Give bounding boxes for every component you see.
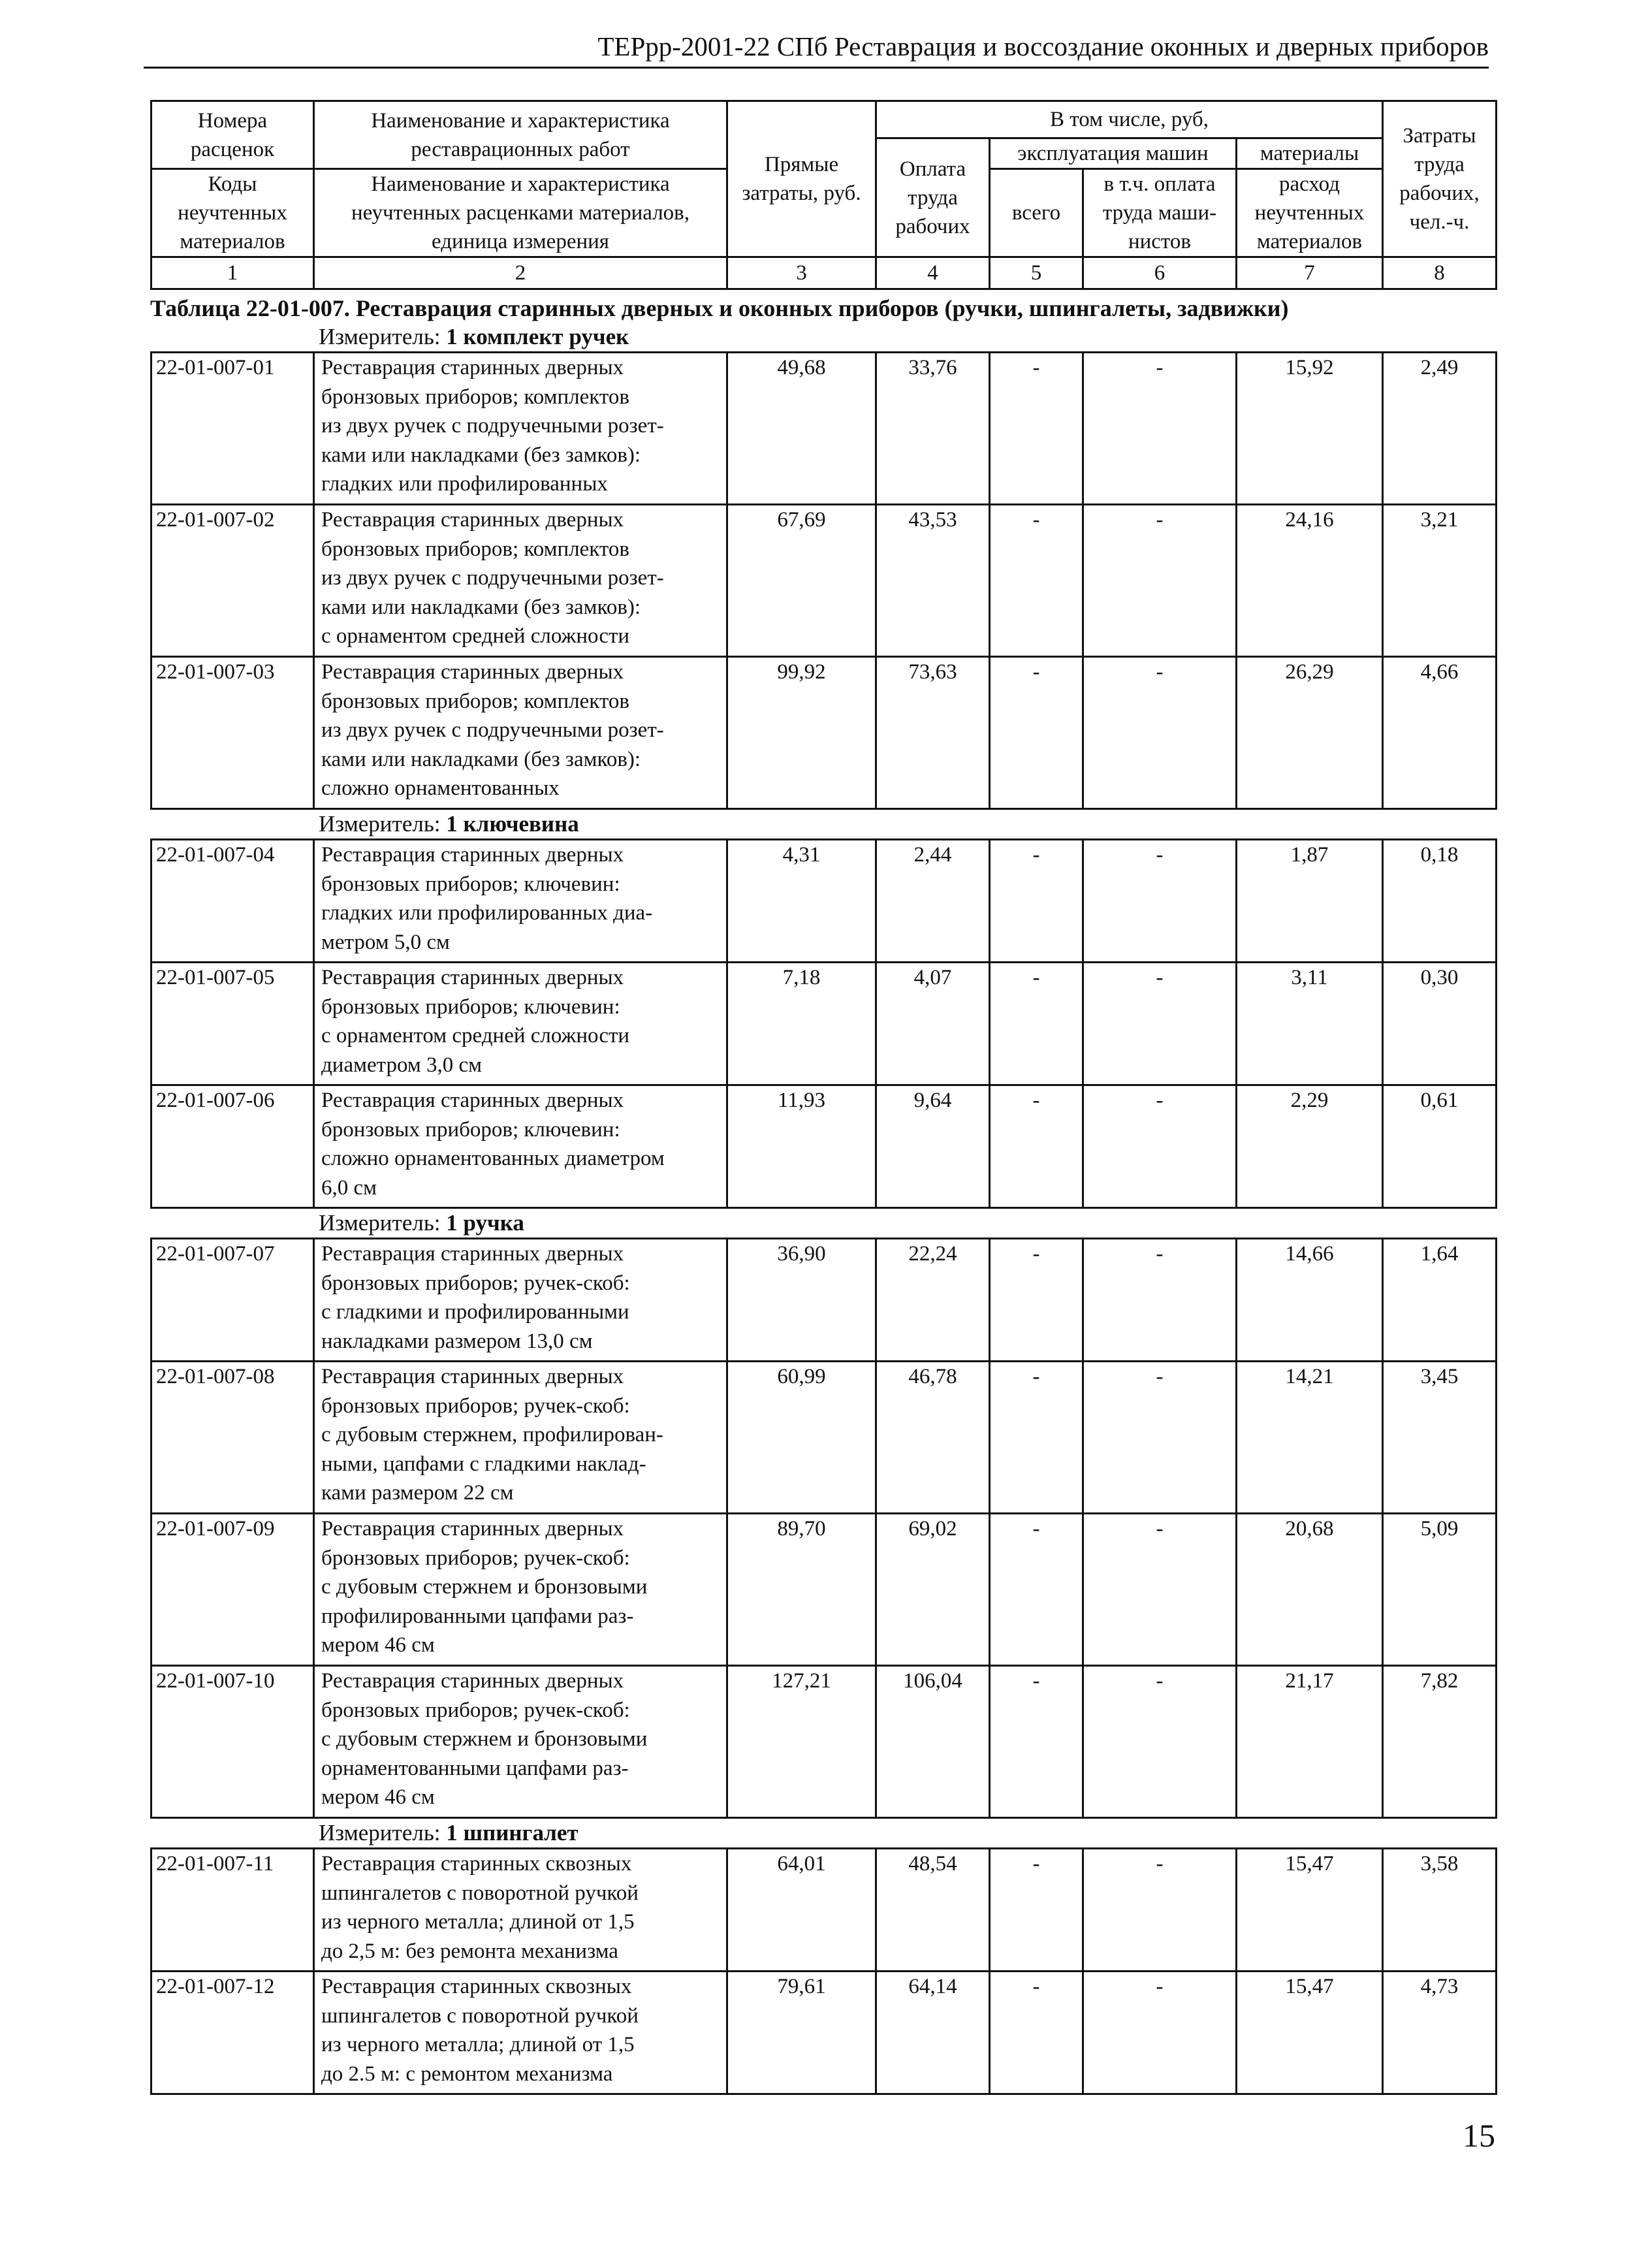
table-row (151, 1362, 1497, 1514)
work-description-line: из двух ручек с подручечными розет- (321, 566, 664, 590)
machines-total: - (990, 505, 1083, 657)
direct-costs: 49,68 (727, 353, 876, 505)
rates-document (150, 100, 1495, 2095)
rate-code: 22-01-007-04 (151, 840, 314, 963)
header-text-line: Коды (208, 172, 257, 196)
meter-value: 1 комплект ручек (446, 324, 629, 349)
header-text-line: единица измерения (432, 230, 609, 253)
rate-code: 22-01-007-10 (151, 1666, 314, 1818)
document-title: ТЕРрр-2001-22 СПб Реставрация и воссоздание оконных и дверных приборов (597, 31, 1489, 61)
materials-cost: 21,17 (1237, 1666, 1383, 1818)
work-description-line: профилированными цапфами раз- (321, 1604, 634, 1628)
table-row (151, 353, 1497, 505)
work-description-line: Реставрация старинных дверных (321, 660, 624, 684)
header-text-line: нистов (1128, 230, 1192, 253)
work-description-line: мером 46 см (321, 1785, 435, 1809)
work-description-line: с гладкими и профилированными (321, 1300, 629, 1324)
header-text-line: реставрационных работ (411, 137, 630, 161)
header-text-line: расход (1279, 172, 1340, 196)
work-description-line: гладких или профилированных (321, 472, 608, 496)
work-description-line: Реставрация старинных дверных (321, 508, 624, 532)
column-number: 3 (727, 257, 876, 289)
work-description-line: шпингалетов с поворотной ручкой (321, 1881, 639, 1905)
column-number: 1 (151, 257, 314, 289)
labor-hours: 0,18 (1383, 840, 1497, 963)
machinist-pay: - (1083, 1514, 1237, 1666)
direct-costs: 64,01 (727, 1849, 876, 1972)
work-description-line: Реставрация старинных дверных (321, 1517, 624, 1541)
work-description (314, 505, 727, 657)
direct-costs: 79,61 (727, 1972, 876, 2094)
rates-table (150, 1238, 1497, 1819)
column-number: 6 (1083, 257, 1237, 289)
table-row (151, 840, 1497, 963)
meter-value: 1 ключевина (446, 811, 579, 837)
work-description-line: ными, цапфами с гладкими наклад- (321, 1452, 646, 1476)
meter-line (150, 810, 1495, 839)
meter-value: 1 шпингалет (446, 1820, 579, 1845)
work-description-line: до 2,5 м: без ремонта механизма (321, 1939, 618, 1963)
header-text-line: неучтенных (178, 201, 287, 225)
materials-cost: 14,66 (1237, 1239, 1383, 1362)
labor-hours: 0,61 (1383, 1085, 1497, 1208)
work-description-line: с орнаментом средней сложности (321, 1024, 630, 1047)
work-description-line: сложно орнаментованных диаметром (321, 1147, 665, 1170)
work-description-line: бронзовых приборов; ключевин: (321, 872, 620, 896)
rate-code: 22-01-007-08 (151, 1362, 314, 1514)
worker-pay: 9,64 (876, 1085, 990, 1208)
meter-line (150, 323, 1495, 351)
work-description-line: Реставрация старинных дверных (321, 1365, 624, 1388)
rate-code: 22-01-007-05 (151, 963, 314, 1085)
labor-hours: 5,09 (1383, 1514, 1497, 1666)
header-text-line: Прямые (764, 153, 839, 176)
column-number: 8 (1383, 257, 1497, 289)
materials-cost: 2,29 (1237, 1085, 1383, 1208)
table-row (151, 963, 1497, 1085)
materials-cost: 24,16 (1237, 505, 1383, 657)
work-description-line: накладками размером 13,0 см (321, 1329, 593, 1353)
direct-costs: 89,70 (727, 1514, 876, 1666)
work-description-line: Реставрация старинных дверных (321, 1089, 624, 1112)
machinist-pay: - (1083, 1666, 1237, 1818)
table-row (151, 1239, 1497, 1362)
header-text-line: Наименование и характеристика (371, 108, 670, 133)
machinist-pay: - (1083, 505, 1237, 657)
header-material-name (314, 169, 727, 257)
worker-pay: 69,02 (876, 1514, 990, 1666)
machinist-pay: - (1083, 1085, 1237, 1208)
header-materials: материалы (1237, 138, 1383, 169)
materials-cost: 15,92 (1237, 353, 1383, 505)
column-number: 5 (990, 257, 1083, 289)
materials-cost: 3,11 (1237, 963, 1383, 1085)
labor-hours: 1,64 (1383, 1239, 1497, 1362)
meter-value: 1 ручка (446, 1210, 524, 1236)
work-description (314, 1362, 727, 1514)
work-description-line: орнаментованными цапфами раз- (321, 1756, 629, 1780)
page-header (144, 26, 1489, 69)
machines-total: - (990, 1972, 1083, 2094)
work-description-line: бронзовых приборов; комплектов (321, 689, 629, 713)
work-description-line: Реставрация старинных дверных (321, 843, 624, 867)
worker-pay: 2,44 (876, 840, 990, 963)
worker-pay: 43,53 (876, 505, 990, 657)
machinist-pay: - (1083, 1972, 1237, 2094)
rate-code: 22-01-007-12 (151, 1972, 314, 2094)
work-description-line: диаметром 3,0 см (321, 1053, 482, 1077)
work-description (314, 657, 727, 809)
work-description-line: бронзовых приборов; ручек-скоб: (321, 1271, 630, 1295)
work-description-line: сложно орнаментованных (321, 776, 560, 800)
header-text-line: неучтенных (1254, 201, 1365, 225)
meter-line (150, 1819, 1495, 1847)
header-text-line: чел.-ч. (1409, 210, 1470, 234)
header-rate-numbers (151, 101, 314, 169)
header-text-line: материалов (1256, 230, 1363, 253)
work-description-line: бронзовых приборов; ключевин: (321, 995, 620, 1019)
work-description-line: Реставрация старинных дверных (321, 1242, 624, 1266)
labor-hours: 4,66 (1383, 657, 1497, 809)
meter-prefix: Измеритель: (319, 1210, 447, 1236)
work-description-line: Реставрация старинных сквозных (321, 1852, 632, 1876)
work-description-line: ками или накладками (без замков): (321, 595, 641, 619)
materials-cost: 20,68 (1237, 1514, 1383, 1666)
rate-code: 22-01-007-09 (151, 1514, 314, 1666)
machines-total: - (990, 963, 1083, 1085)
materials-cost: 15,47 (1237, 1849, 1383, 1972)
direct-costs: 60,99 (727, 1362, 876, 1514)
meter-line (150, 1209, 1495, 1238)
materials-cost: 26,29 (1237, 657, 1383, 809)
worker-pay: 46,78 (876, 1362, 990, 1514)
header-text-line: Номера (197, 108, 268, 133)
work-description-line: из черного металла; длиной от 1,5 (321, 2033, 635, 2056)
rates-table (150, 1847, 1497, 2095)
column-numbers-row (151, 257, 1497, 289)
materials-cost: 14,21 (1237, 1362, 1383, 1514)
header-material-codes (151, 169, 314, 257)
header-labor-hours (1383, 101, 1497, 257)
table-row (151, 1666, 1497, 1818)
work-description-line: бронзовых приборов; ручек-скоб: (321, 1394, 630, 1418)
rate-code: 22-01-007-03 (151, 657, 314, 809)
rate-code: 22-01-007-11 (151, 1849, 314, 1972)
table-row (151, 657, 1497, 809)
direct-costs: 67,69 (727, 505, 876, 657)
work-description-line: из двух ручек с подручечными розет- (321, 414, 664, 438)
work-description-line: из черного металла; длиной от 1,5 (321, 1910, 635, 1934)
table-title: Таблица 22-01-007. Реставрация старинных дверных и оконных приборов (ручки, шпингалеты, задвижки) (150, 295, 1289, 321)
work-description-line: бронзовых приборов; комплектов (321, 537, 629, 561)
work-description (314, 1239, 727, 1362)
column-header-table (150, 100, 1497, 290)
work-description-line: до 2.5 м: с ремонтом механизма (321, 2062, 613, 2086)
header-work-name (314, 101, 727, 169)
labor-hours: 4,73 (1383, 1972, 1497, 2094)
machinist-pay: - (1083, 1239, 1237, 1362)
column-number: 4 (876, 257, 990, 289)
page-number: 15 (1463, 2117, 1495, 2154)
machinist-pay: - (1083, 353, 1237, 505)
header-text-line: затраты, руб. (742, 182, 861, 205)
labor-hours: 3,21 (1383, 505, 1497, 657)
header-text-line: Оплата (899, 157, 966, 181)
work-description-line: ками или накладками (без замков): (321, 443, 641, 467)
work-description-line: шпингалетов с поворотной ручкой (321, 2004, 639, 2028)
worker-pay: 73,63 (876, 657, 990, 809)
direct-costs: 127,21 (727, 1666, 876, 1818)
header-text-line: рабочих, (1399, 182, 1480, 205)
work-description-line: ками или накладками (без замков): (321, 747, 641, 771)
machinist-pay: - (1083, 1362, 1237, 1514)
direct-costs: 99,92 (727, 657, 876, 809)
table-row (151, 505, 1497, 657)
work-description-line: из двух ручек с подручечными розет- (321, 718, 664, 742)
meter-prefix: Измеритель: (319, 1820, 447, 1845)
sections (150, 323, 1495, 2095)
machines-total: - (990, 1362, 1083, 1514)
column-number: 2 (314, 257, 727, 289)
rate-code: 22-01-007-06 (151, 1085, 314, 1208)
worker-pay: 64,14 (876, 1972, 990, 2094)
work-description-line: Реставрация старинных дверных (321, 1669, 624, 1693)
table-row (151, 1972, 1497, 2094)
materials-cost: 1,87 (1237, 840, 1383, 963)
header-text-line: в т.ч. оплата (1103, 172, 1216, 196)
work-description-line: бронзовых приборов; комплектов (321, 385, 629, 409)
machinist-pay: - (1083, 1849, 1237, 1972)
rate-code: 22-01-007-01 (151, 353, 314, 505)
meter-prefix: Измеритель: (319, 324, 447, 349)
direct-costs: 36,90 (727, 1239, 876, 1362)
meter-prefix: Измеритель: (319, 811, 447, 837)
machinist-pay: - (1083, 840, 1237, 963)
work-description-line: гладких или профилированных диа- (321, 901, 653, 925)
header-text-line: Наименование и характеристика (371, 172, 670, 196)
table-row (151, 1849, 1497, 1972)
header-worker-pay (876, 138, 990, 257)
machines-total: - (990, 1849, 1083, 1972)
direct-costs: 7,18 (727, 963, 876, 1085)
header-including-group: В том числе, руб, (876, 101, 1383, 138)
work-description-line: метром 5,0 см (321, 930, 450, 954)
worker-pay: 4,07 (876, 963, 990, 1085)
work-description (314, 1514, 727, 1666)
direct-costs: 4,31 (727, 840, 876, 963)
work-description (314, 1849, 727, 1972)
machinist-pay: - (1083, 657, 1237, 809)
work-description-line: с дубовым стержнем, профилирован- (321, 1423, 663, 1446)
work-description-line: бронзовых приборов; ключевин: (321, 1117, 620, 1142)
header-text-line: расценок (190, 137, 275, 161)
direct-costs: 11,93 (727, 1085, 876, 1208)
work-description-line: с орнаментом средней сложности (321, 624, 630, 648)
machines-total: - (990, 1514, 1083, 1666)
header-text-line: рабочих (895, 214, 970, 238)
machinist-pay: - (1083, 963, 1237, 1085)
rates-table (150, 351, 1497, 810)
worker-pay: 48,54 (876, 1849, 990, 1972)
machines-total: - (990, 1666, 1083, 1818)
labor-hours: 3,45 (1383, 1362, 1497, 1514)
header-machines-total: всего (990, 169, 1083, 257)
machines-total: - (990, 353, 1083, 505)
header-text-line: труда (908, 185, 958, 210)
header-material-consumption (1237, 169, 1383, 257)
table-row (151, 1514, 1497, 1666)
worker-pay: 22,24 (876, 1239, 990, 1362)
work-description (314, 1972, 727, 2094)
materials-cost: 15,47 (1237, 1972, 1383, 2094)
rates-table (150, 839, 1497, 1209)
column-number: 7 (1237, 257, 1383, 289)
worker-pay: 33,76 (876, 353, 990, 505)
header-rule (144, 67, 1489, 69)
header-text-line: неучтенных расценками материалов, (351, 201, 690, 225)
work-description-line: бронзовых приборов; ручек-скоб: (321, 1698, 630, 1722)
work-description-line: Реставрация старинных сквозных (321, 1975, 632, 1998)
header-text-line: Затраты (1403, 124, 1476, 148)
work-description (314, 963, 727, 1085)
header-text-line: труда (1414, 153, 1465, 176)
work-description-line: Реставрация старинных дверных (321, 356, 624, 379)
header-text-line: материалов (180, 230, 285, 253)
machines-total: - (990, 657, 1083, 809)
work-description-line: 6,0 см (321, 1175, 377, 1200)
header-text-line: труда маши- (1102, 201, 1217, 225)
header-direct-costs (727, 101, 876, 257)
work-description-line: мером 46 см (321, 1633, 435, 1657)
rate-code: 22-01-007-07 (151, 1239, 314, 1362)
labor-hours: 7,82 (1383, 1666, 1497, 1818)
work-description-line: ками размером 22 см (321, 1481, 514, 1505)
labor-hours: 0,30 (1383, 963, 1497, 1085)
work-description-line: Реставрация старинных дверных (321, 966, 624, 989)
labor-hours: 3,58 (1383, 1849, 1497, 1972)
work-description-line: с дубовым стержнем и бронзовыми (321, 1727, 648, 1751)
table-row (151, 1085, 1497, 1208)
machines-total: - (990, 1239, 1083, 1362)
rate-code: 22-01-007-02 (151, 505, 314, 657)
header-machinist-pay (1083, 169, 1237, 257)
work-description (314, 1666, 727, 1818)
worker-pay: 106,04 (876, 1666, 990, 1818)
labor-hours: 2,49 (1383, 353, 1497, 505)
machines-total: - (990, 840, 1083, 963)
work-description (314, 840, 727, 963)
header-machines: эксплуатация машин (990, 138, 1237, 169)
work-description (314, 353, 727, 505)
machines-total: - (990, 1085, 1083, 1208)
work-description-line: бронзовых приборов; ручек-скоб: (321, 1546, 630, 1570)
work-description-line: с дубовым стержнем и бронзовыми (321, 1575, 648, 1599)
work-description (314, 1085, 727, 1208)
